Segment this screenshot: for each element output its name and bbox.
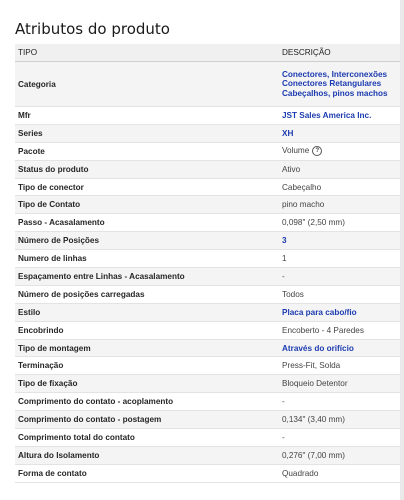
row-label: Número de posições carregadas [18, 289, 145, 299]
row-value [277, 361, 400, 370]
table-row [15, 232, 400, 250]
table-row [15, 179, 400, 197]
row-value-text: pino macho [282, 200, 325, 210]
row-value-text: 0,098" (2,50 mm) [282, 218, 345, 228]
table-row [15, 107, 400, 125]
row-label: Pacote [18, 146, 45, 156]
row-label: Estilo [18, 307, 41, 317]
row-value [277, 290, 400, 299]
row-value [277, 272, 400, 281]
row-label: Tipo de montagem [18, 343, 91, 353]
row-label: Passo - Acasalamento [18, 218, 105, 228]
table-row [15, 143, 400, 161]
row-value-text: 0,276" (7,00 mm) [282, 450, 345, 460]
row-label: Numero de linhas [18, 254, 87, 264]
category-values [277, 70, 400, 99]
table-row [15, 429, 400, 447]
row-value-text: Bloqueio Detentor [282, 379, 348, 389]
row-value [277, 218, 400, 227]
page-title: Atributos do produto [15, 20, 170, 38]
row-label: Terminação [18, 361, 64, 371]
product-attributes-table [15, 44, 400, 483]
row-value-text: Ativo [282, 164, 301, 174]
row-value-text: Todos [282, 289, 304, 299]
row-label: Comprimento total do contato [18, 432, 135, 442]
row-label: Espaçamento entre Linhas - Acasalamento [18, 271, 185, 281]
row-value-link[interactable] [277, 129, 400, 138]
row-value-text: XH [282, 128, 294, 138]
row-value [277, 200, 400, 209]
row-value [277, 379, 400, 388]
row-value [277, 326, 400, 335]
row-label: Tipo de conector [18, 182, 84, 192]
scrollbar-track[interactable] [400, 0, 404, 500]
row-label: Tipo de Contato [18, 200, 81, 210]
row-value-text: - [282, 397, 285, 407]
row-label: Número de Posições [18, 236, 99, 246]
row-value-text: - [282, 271, 285, 281]
row-value [277, 254, 400, 263]
row-value [277, 433, 400, 442]
row-value-link[interactable] [277, 344, 400, 353]
table-row [15, 357, 400, 375]
row-value [277, 183, 400, 192]
table-header [15, 44, 400, 62]
row-value-text: - [282, 432, 285, 442]
table-row [15, 250, 400, 268]
row-value-text: Placa para cabo/fio [282, 307, 357, 317]
table-row [15, 286, 400, 304]
row-value-text: Encoberto - 4 Paredes [282, 325, 364, 335]
table-row [15, 322, 400, 340]
row-value [277, 146, 400, 156]
row-label: Encobrindo [18, 325, 64, 335]
row-label: Forma de contato [18, 468, 87, 478]
table-row [15, 447, 400, 465]
row-label: Series [18, 128, 43, 138]
row-value-text: Quadrado [282, 468, 319, 478]
table-row [15, 125, 400, 143]
row-value-text: Volume [282, 146, 310, 156]
table-row [15, 214, 400, 232]
row-value [277, 165, 400, 174]
row-value-text: 0,134" (3,40 mm) [282, 415, 345, 425]
table-row [15, 304, 400, 322]
row-value [277, 469, 400, 478]
table-row [15, 393, 400, 411]
row-value [277, 397, 400, 406]
table-row [15, 196, 400, 214]
row-value-text: 3 [282, 236, 287, 246]
category-link-2[interactable]: Conectores Retangulares [282, 79, 382, 89]
row-value-link[interactable] [277, 308, 400, 317]
row-label: Tipo de fixação [18, 379, 78, 389]
table-row [15, 411, 400, 429]
help-icon[interactable]: ? [312, 146, 322, 156]
row-value-link[interactable] [277, 111, 400, 120]
row-label: Status do produto [18, 164, 89, 174]
table-row [15, 465, 400, 483]
row-value-text: Press-Fit, Solda [282, 361, 341, 371]
row-value-text: Cabeçalho [282, 182, 322, 192]
table-row [15, 161, 400, 179]
header-descricao: DESCRIÇÃO [282, 48, 331, 57]
table-row [15, 268, 400, 286]
row-label: Comprimento do contato - acoplamento [18, 397, 174, 407]
row-label: Altura do Isolamento [18, 450, 100, 460]
row-label: Comprimento do contato - postagem [18, 415, 162, 425]
row-value-text: Através do orifício [282, 343, 354, 353]
header-tipo: TIPO [18, 48, 38, 57]
row-value-link[interactable] [277, 236, 400, 245]
row-label: Mfr [18, 110, 31, 120]
row-value [277, 415, 400, 424]
table-row-categoria [15, 62, 400, 107]
row-label: Categoria [18, 79, 56, 89]
row-value [277, 451, 400, 460]
row-value-text: JST Sales America Inc. [282, 110, 372, 120]
category-link-3[interactable]: Cabeçalhos, pinos machos [282, 88, 388, 98]
row-value-text: 1 [282, 254, 287, 264]
table-row [15, 375, 400, 393]
category-link-1[interactable]: Conectores, Interconexões [282, 69, 388, 79]
table-row [15, 340, 400, 358]
